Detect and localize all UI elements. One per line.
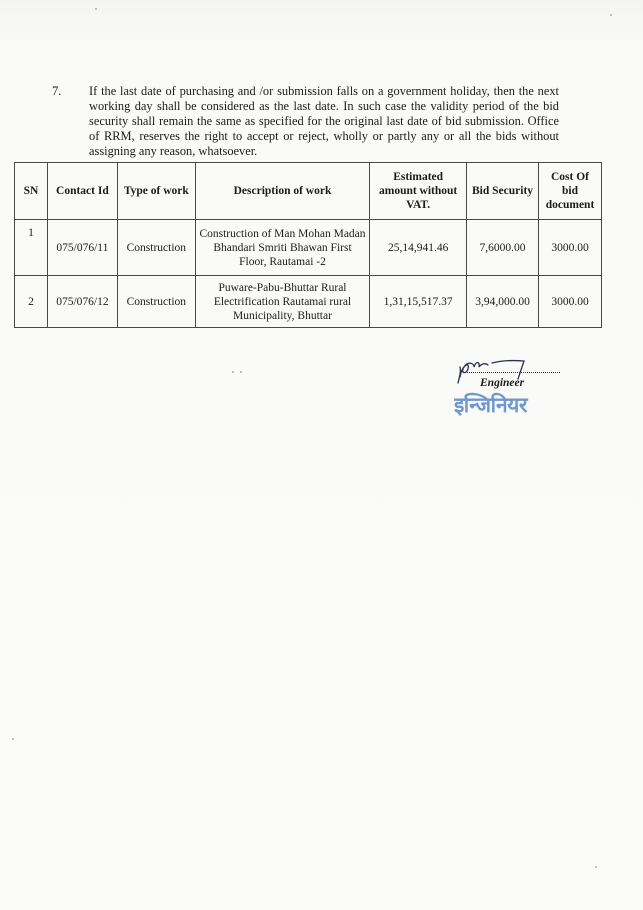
header-description: Description of work bbox=[195, 163, 369, 220]
header-estimated-amount: Estimated amount without VAT. bbox=[370, 163, 467, 220]
cell-type: Construction bbox=[117, 276, 195, 328]
table-row bbox=[15, 276, 602, 328]
cell-description: Construction of Man Mohan Madan Bhandari Smriti Bhawan First Floor, Rautamai -2 bbox=[195, 220, 369, 276]
svg-text:इन्जिनियर: इन्जिनियर bbox=[454, 393, 527, 417]
cell-type: Construction bbox=[117, 220, 195, 276]
cell-cost: 3000.00 bbox=[539, 276, 602, 328]
header-type-of-work: Type of work bbox=[117, 163, 195, 220]
cell-bid-security: 7,6000.00 bbox=[467, 220, 539, 276]
cell-sn: 1 bbox=[15, 220, 48, 276]
signature-block bbox=[452, 355, 572, 419]
signatory-title: Engineer bbox=[480, 377, 525, 389]
stamp-graphic bbox=[454, 391, 564, 417]
signature-line bbox=[464, 372, 560, 373]
scan-speck bbox=[240, 371, 242, 373]
cell-estimated: 25,14,941.46 bbox=[370, 220, 467, 276]
cell-estimated: 1,31,15,517.37 bbox=[370, 276, 467, 328]
scan-speck bbox=[595, 866, 597, 868]
table-row bbox=[15, 220, 602, 276]
cell-description: Puware-Pabu-Bhuttar Rural Electrification Rautamai rural Municipality, Bhuttar bbox=[195, 276, 369, 328]
table-header-row bbox=[15, 163, 602, 220]
cell-contact-id: 075/076/12 bbox=[47, 276, 117, 328]
cell-bid-security: 3,94,000.00 bbox=[467, 276, 539, 328]
scan-speck bbox=[12, 738, 14, 740]
header-sn: SN bbox=[15, 163, 48, 220]
clause-number: 7. bbox=[52, 84, 62, 98]
bid-table bbox=[14, 162, 602, 328]
cell-sn: 2 bbox=[15, 276, 48, 328]
header-cost-of-document: Cost Of bid document bbox=[539, 163, 602, 220]
scan-speck bbox=[610, 14, 612, 16]
scan-speck bbox=[232, 371, 234, 373]
header-contact-id: Contact Id bbox=[47, 163, 117, 220]
header-bid-security: Bid Security bbox=[467, 163, 539, 220]
official-stamp bbox=[454, 391, 564, 422]
cell-cost: 3000.00 bbox=[539, 220, 602, 276]
cell-contact-id: 075/076/11 bbox=[47, 220, 117, 276]
clause-text: If the last date of purchasing and /or submission falls on a government holiday, then the next working day shall be considered as the last date. In such case the validity period of the bid security shall remain the same as specified for the original last date of bid submission. Office of RRM, reserves the right to accept or reject, wholly or partly any or all the bids without assigning any reason, whatsoever. bbox=[89, 84, 559, 158]
scan-speck bbox=[95, 8, 97, 10]
